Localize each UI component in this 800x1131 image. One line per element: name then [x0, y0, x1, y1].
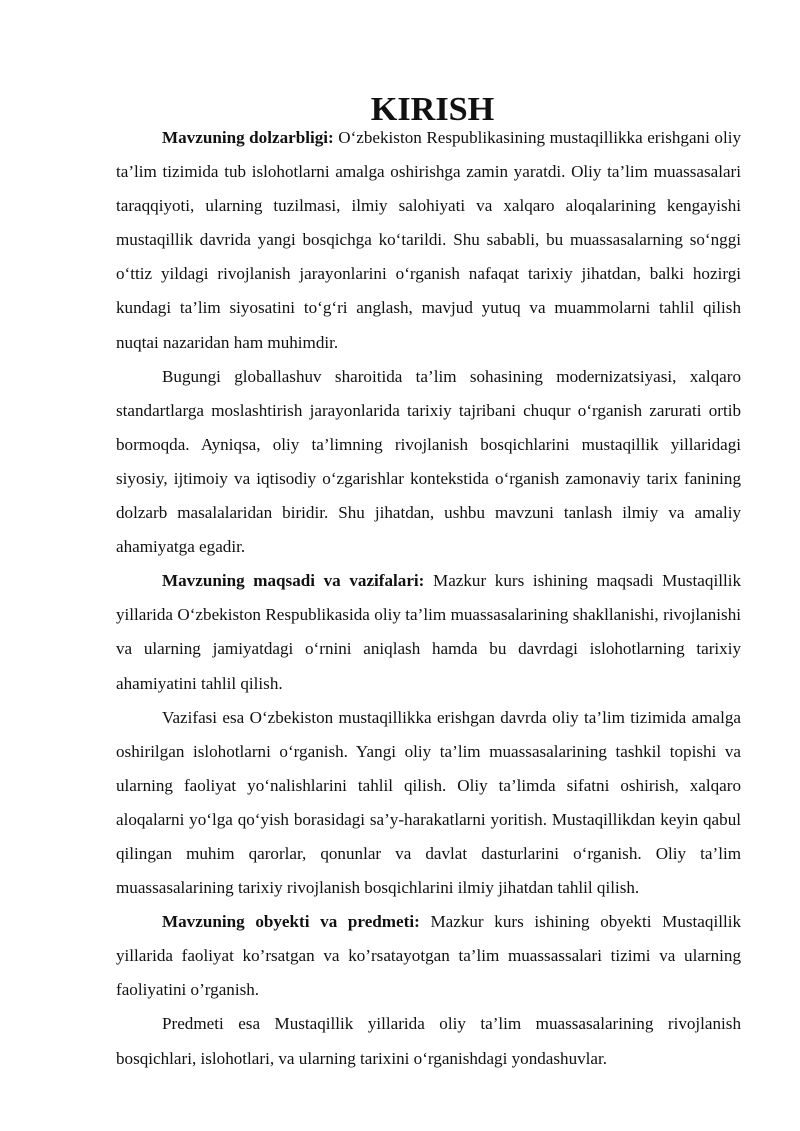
paragraph-tasks: [116, 701, 741, 906]
paragraph-text: O‘zbekiston Respublikasining mustaqillikka erishgani oliy ta’lim tizimida tub islohotlarni amalga oshirishga zamin yaratdi. Oliy ta’lim muassasalari taraqqiyoti, ularning tuzilmasi, ilmiy salohiyati va xalqaro aloqalarining kengayishi mustaqillik davrida yangi bosqichga ko‘tarildi. Shu sababli, bu muassasalarning so‘nggi o‘ttiz yildagi rivojlanish jarayonlarini o‘rganish nafaqat tarixiy jihatdan, balki hozirgi kundagi ta’lim siyosatini to‘g‘ri anglash, mavjud yutuq va muammolarni tahlil qilish nuqtai nazaridan ham muhimdir.: [116, 128, 741, 352]
paragraph-text: Bugungi globallashuv sharoitida ta’lim sohasining modernizatsiyasi, xalqaro standartlarga moslashtirish jarayonlarida tarixiy tajribani chuqur o‘rganish zarurati ortib bormoqda. Ayniqsa, oliy ta’limning rivojlanish bosqichlarini mustaqillik yillaridagi siyosiy, ijtimoiy va iqtisodiy o‘zgarishlar kontekstida o‘rganish zamonaviy tarix fanining dolzarb masalalaridan biridir. Shu jihatdan, ushbu mavzuni tanlash ilmiy va amaliy ahamiyatga egadir.: [116, 366, 741, 557]
paragraph-text: Predmeti esa Mustaqillik yillarida oliy ta’lim muassasalarining rivojlanish bosqichlari, islohotlari, va ularning tarixini o‘rganishdagi yondashuvlar.: [116, 1014, 741, 1068]
paragraph-text: Mazkur kurs ishining obyekti Mustaqillik yillarida faoliyat ko’rsatgan va ko’rsatayotgan ta’lim muassassalari tizimi va ularning faoliyatini o’rganish.: [116, 912, 741, 1000]
paragraph-text: Mazkur kurs ishining maqsadi Mustaqillik yillarida O‘zbekiston Respublikasida oliy ta’lim muassasalarining shakllanishi, rivojlanishi va ularning jamiyatdagi o‘rnini aniqlash hamda bu davrdagi islohotlarning tarixiy ahamiyatini tahlil qilish.: [116, 571, 741, 693]
document-title: KIRISH: [370, 91, 495, 128]
paragraph-object: [116, 905, 741, 1007]
paragraph-lead: Mavzuning obyekti va predmeti:: [162, 912, 420, 932]
paragraph-relevance: [116, 121, 741, 360]
paragraph-lead: Mavzuning dolzarbligi:: [162, 128, 334, 147]
paragraph-goals: [116, 564, 741, 700]
paragraph-subject: [116, 1007, 741, 1075]
paragraph-lead: Mavzuning maqsadi va vazifalari:: [162, 571, 425, 591]
document-page: [116, 91, 741, 1076]
paragraph-text: Vazifasi esa O‘zbekiston mustaqillikka erishgan davrda oliy ta’lim tizimida amalga oshirilgan islohotlarni o‘rganish. Yangi oliy ta’lim muassasalarining tashkil topishi va ularning faoliyat yo‘nalishlarini tahlil qilish. Oliy ta’limda sifatni oshirish, xalqaro aloqalarni yo‘lga qo‘yish borasidagi sa’y-harakatlarni yoritish. Mustaqillikdan keyin qabul qilingan muhim qarorlar, qonunlar va davlat dasturlarini o‘rganish. Oliy ta’lim muassasalarining tarixiy rivojlanish bosqichlarini ilmiy jihatdan tahlil qilish.: [116, 707, 741, 898]
paragraph-globalization: [116, 360, 741, 565]
